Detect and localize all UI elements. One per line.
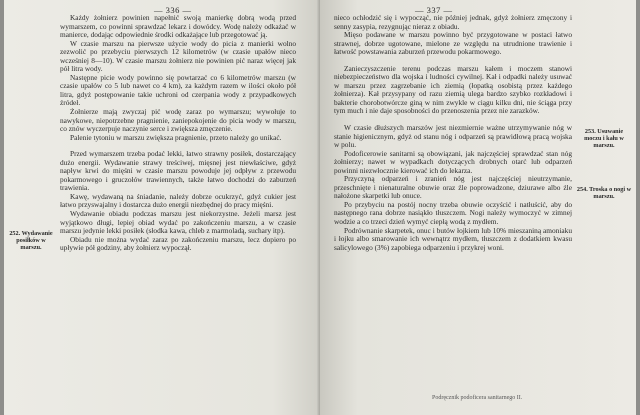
left-page-number: — 336 —: [154, 5, 192, 15]
margin-note-254: 254. Troska o nogi w marszu.: [576, 186, 632, 200]
paragraph: Żołnierze mają zwyczaj pić wodę zaraz po wymarszu; wywołuje to nawykowe, niepotrzebne pragnienie, zaniepokojenie do picia wody w marszu, co znów wyczerpuje naczynie serce i zwiększa zmęczenie.: [60, 107, 296, 134]
right-page-text: [334, 14, 572, 252]
paragraph: Palenie tytoniu w marszu zwiększa pragnienie, przeto należy go unikać.: [70, 132, 282, 142]
paragraph: nieco ochłodzić się i wypocząć, nie później jednak, gdyż żołnierz zmęczony i senny zasypia, rezygnując nieraz z obiadu.: [334, 13, 572, 31]
left-page: [4, 0, 320, 415]
right-page-number: — 337 —: [415, 5, 453, 15]
paragraph: Następne picie wody powinno się powtarzać co 6 kilometrów marszu (w czasie upałów co 5 lub nawet co 4 km), za każdym razem w ilości około pół litra, gdyż postępowanie takie uchroni od czerpania wody z przypadkowych źródeł.: [60, 72, 296, 108]
book-spread: [4, 0, 636, 415]
paragraph: Mięso podawane w marszu powinno być przygotowane w postaci łatwo strawnej, dobrze ugotowane, mielone ze względu na utrudnione trawienie i łatwość powstawania zaburzeń przewodu pokarmowego.: [334, 30, 572, 57]
paragraph: Po przybyciu na postój nocny trzeba obuwie oczyścić i natłuścić, aby do następnego rana dobrze nasiąkło tłuszczem. Nogi należy wymoczyć w zimnej wodzie a co trzeci dzień wymyć ciepłą wodą z mydłem.: [334, 199, 572, 227]
paragraph: Podoficerowie sanitarni są obowiązani, jak najczęściej sprawdzać stan nóg żołnierzy; nawet w wypadkach dotyczących drobnych otarć lub odparzeń powinni niezwłocznie kierować ich do lekarza.: [334, 148, 572, 175]
paragraph: W czasie dłuższych marszów jest niezmiernie ważne utrzymywanie nóg w stanie higienicznym, gdyż od stanu nóg i odparzeń są prawidłową pracą wojska w polu.: [334, 123, 572, 150]
paragraph: Przyczyną odparzeń i zranień nóg jest najczęściej nieutrzymanie, przeschnięte i nienaturalne obuwie oraz źle poprowadzone, dziurawe albo źle nałożone skarpetki lub onuce.: [334, 174, 572, 201]
page-footer: Podręcznik podoficera sanitarnego II.: [432, 395, 523, 401]
right-page: [320, 0, 636, 415]
margin-note-252: 252. Wydawanie posiłków w marszu.: [9, 230, 53, 251]
paragraph: Zanieczyszczenie terenu podczas marszu kałem i moczem stanowi niebezpieczeństwo dla wojska i ludności cywilnej. Kał i odpadki należy usuwać w marszu przez zagrzebanie ich ziemią (łopatką osobistą przez każdego żołnierza). Kał przysypany od razu ziemią ulega bardzo szybko rozkładowi i bakterie chorobotwórcze giną w nim zwykle w ciągu kilku dni, nie ściąga przy tym much i nie daje sposobności do przenoszenia przez nie zarazków.: [334, 63, 572, 116]
paragraph: Kawę, wydawaną na śniadanie, należy dobrze ocukrzyć, gdyż cukier jest łatwo przyswajalny i dostarcza dużo energii niezbędnej do pracy mięśni.: [60, 191, 296, 210]
left-page-text: [60, 14, 296, 253]
margin-note-253: 253. Usuwanie moczu i kału w marszu.: [584, 128, 624, 149]
paragraph: Podrównanie skarpetek, onuc i butów łojkiem lub 10% mieszaniną amoniaku i łojku albo smarowanie ich wewnątrz mydłem, tłuszczem z dodatkiem kwasu salicylowego (3%) zapobiega odparzeniu i przykrej woni.: [334, 225, 572, 252]
paragraph: Obiadu nie można wydać zaraz po zakończeniu marszu, lecz dopiero po upływie pół godziny, aby żołnierz wypoczął.: [60, 234, 296, 253]
paragraph: Przed wymarszem trzeba podać lekki, łatwo strawny posiłek, dostarczający dużo energii. Wydawanie strawy treściwej, mięsnej jest niewłaściwe, gdyż napływ krwi do mięśni w czasie marszu powoduje jej odpływ z przewodu pokarmowego i gruczołów trawiennych, także łatwo dochodzi do zaburzeń trawienia.: [60, 149, 296, 193]
paragraph: Każdy żołnierz powinien napełnić swoją manierkę dobrą wodą przed wymarszem, co powinni sprawdzać lekarz i dowódcy. Wodę należy odkażać w manierce, dodając odpowiednie środki odkażające lub przegotować ją.: [60, 13, 296, 40]
paragraph: Wydawanie obiadu podczas marszu jest niekorzystne. Jeżeli marsz jest wyjątkowo długi, lepiej obiad wydać po zakończeniu marszu, a w czasie marszu jedynie lekki posiłek (słodka kawa, chleb z marmoladą, suchary itp).: [60, 209, 296, 236]
paragraph: W czasie marszu na pierwsze użycie wody do picia z manierki wolno zezwolić po przebyciu pierwszych 12 kilometrów (w czasie upałów nieco wcześniej 8—10). W czasie marszu żołnierz nie powinien pić naraz więcej jak pół litra wody.: [60, 38, 296, 74]
